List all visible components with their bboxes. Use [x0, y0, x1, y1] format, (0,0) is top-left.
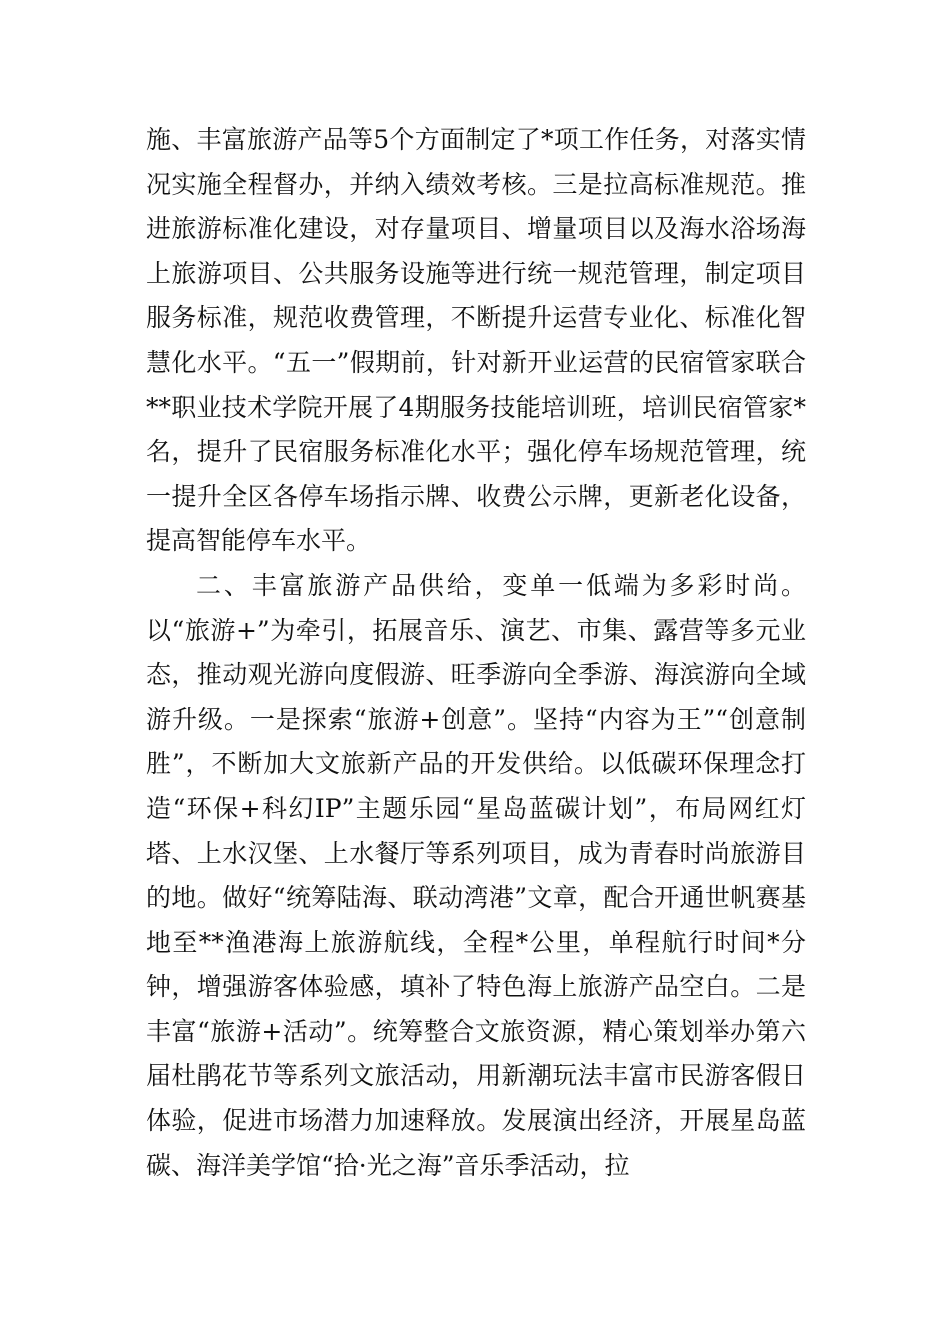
paragraph-1: 施、丰富旅游产品等5个方面制定了*项工作任务，对落实情况实施全程督办，并纳入绩效考核。三是拉高标准规范。推进旅游标准化建设，对存量项目、增量项目以及海水浴场海上旅游项目、公共服务设施等进行统一规范管理，制定项目服务标准，规范收费管理，不断提升运营专业化、标准化智慧化水平。“五一”假期前，针对新开业运营的民宿管家联合**职业技术学院开展了4期服务技能培训班，培训民宿管家*名，提升了民宿服务标准化水平；强化停车场规范管理，统一提升全区各停车场指示牌、收费公示牌，更新老化设备，提高智能停车水平。 — [146, 125, 806, 556]
body-text — [146, 118, 806, 1188]
paragraph-2: 二、丰富旅游产品供给，变单一低端为多彩时尚。以“旅游+”为牵引，拓展音乐、演艺、市集、露营等多元业态，推动观光游向度假游、旺季游向全季游、海滨游向全域游升级。一是探索“旅游+创意”。坚持“内容为王”“创意制胜”，不断加大文旅新产品的开发供给。以低碳环保理念打造“环保+科幻IP”主题乐园“星岛蓝碳计划”，布局网红灯塔、上水汉堡、上水餐厅等系列项目，成为青春时尚旅游目的地。做好“统筹陆海、联动湾港”文章，配合开通世帆赛基地至**渔港海上旅游航线，全程*公里，单程航行时间*分钟，增强游客体验感，填补了特色海上旅游产品空白。二是丰富“旅游+活动”。统筹整合文旅资源，精心策划举办第六届杜鹃花节等系列文旅活动，用新潮玩法丰富市民游客假日体验，促进市场潜力加速释放。发展演出经济，开展星岛蓝碳、海洋美学馆“拾·光之海”音乐季活动，拉 — [146, 570, 806, 1180]
